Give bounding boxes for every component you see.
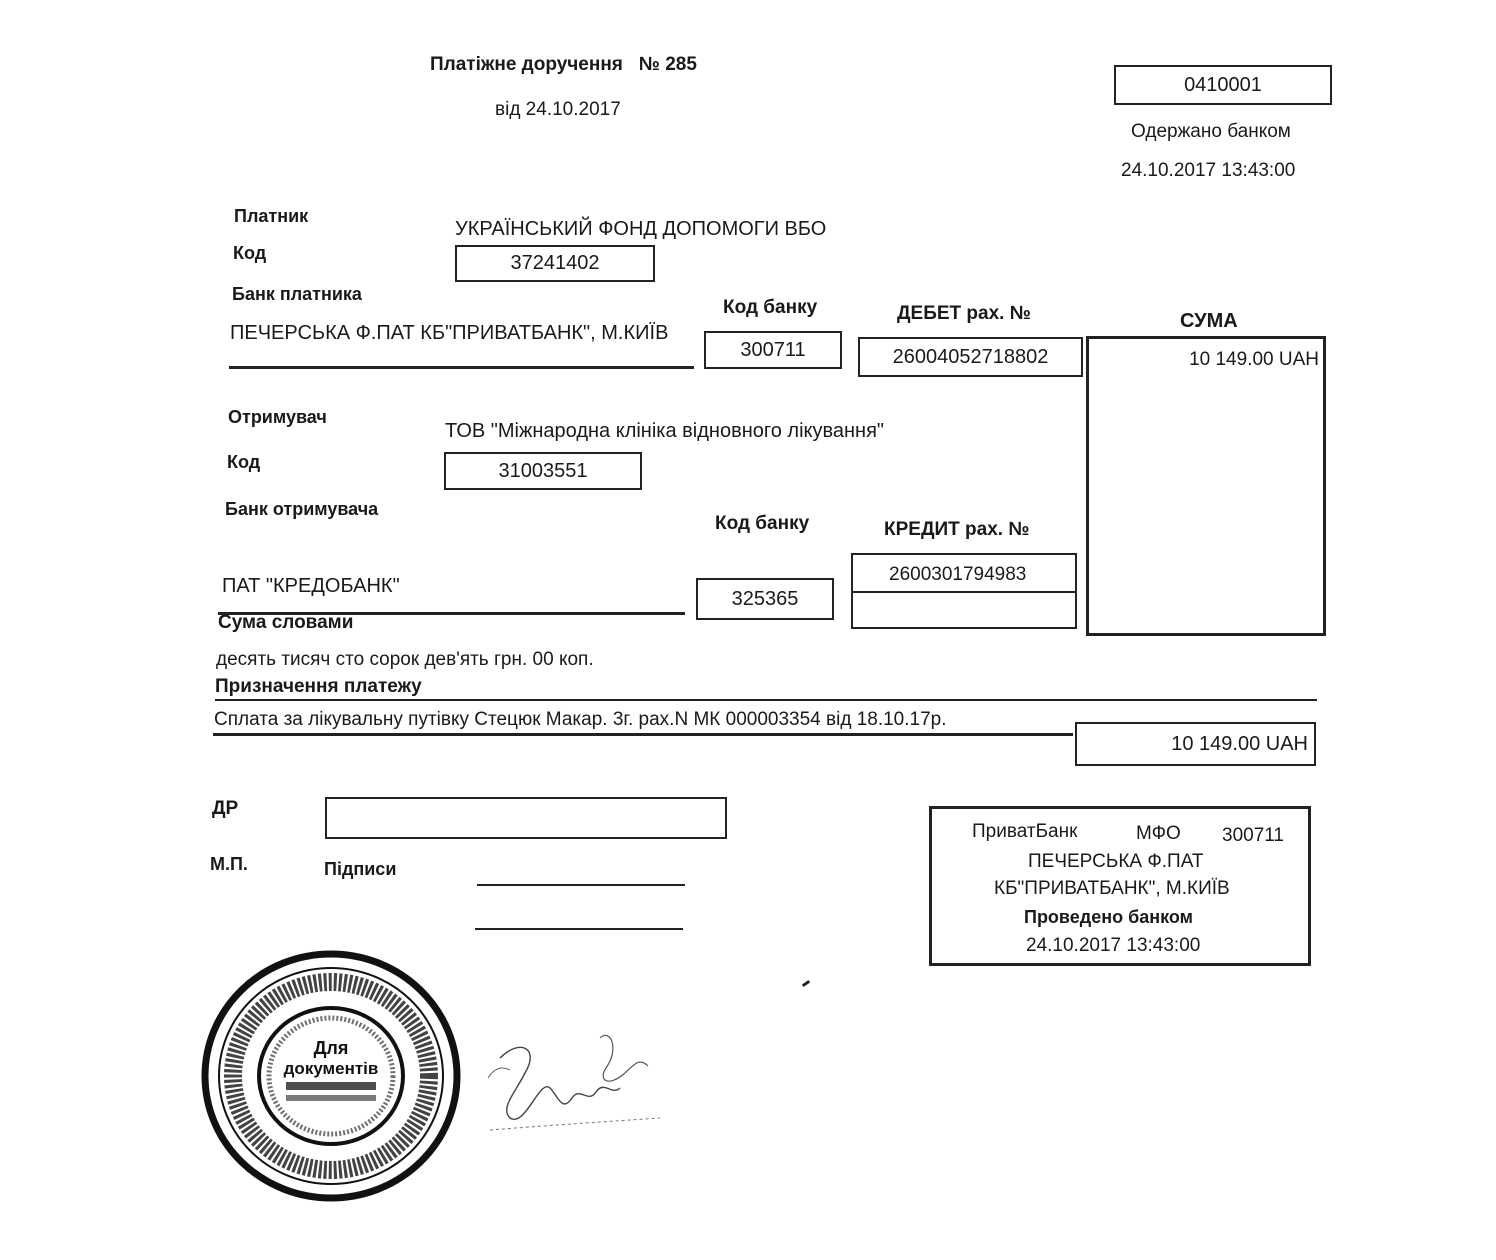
recipient-label: Отримувач xyxy=(228,407,327,427)
signature-line-2 xyxy=(475,928,683,930)
debit-label: ДЕБЕТ рах. № xyxy=(897,303,1031,324)
recipient-bank-code-label: Код банку xyxy=(715,513,810,534)
bank-processed-stamp xyxy=(929,806,1311,966)
dr-field xyxy=(325,797,727,839)
stamp-mfo: 300711 xyxy=(1222,825,1284,846)
credit-label: КРЕДИТ рах. № xyxy=(884,519,1030,540)
payer-label: Платник xyxy=(234,206,309,226)
sum-value: 10 149.00 UAH xyxy=(1189,349,1319,370)
total-sum-box: 10 149.00 UAH xyxy=(1075,722,1316,766)
purpose-top-line xyxy=(215,699,1317,701)
received-label: Одержано банком xyxy=(1131,121,1291,142)
signatures-label: Підписи xyxy=(324,859,397,879)
credit-account: 2600301794983 xyxy=(889,564,1027,585)
recipient-code-box: 31003551 xyxy=(444,452,642,490)
payer-bank-code-label: Код банку xyxy=(723,297,818,318)
dr-label: ДР xyxy=(212,798,239,819)
purpose-text: Сплата за лікувальну путівку Стецюк Макар. 3г. рах.N МК 000003354 від 18.10.17р. xyxy=(214,709,947,730)
seal-center-line-2: документів xyxy=(283,1059,379,1078)
recipient-bank-label: Банк отримувача xyxy=(225,499,379,519)
payer-bank-underline xyxy=(229,366,694,369)
document-title xyxy=(430,54,697,76)
sum-box xyxy=(1086,336,1326,636)
stray-mark xyxy=(802,980,810,987)
credit-account-box xyxy=(851,553,1077,629)
sum-label: СУМА xyxy=(1180,310,1238,332)
document-date: від 24.10.2017 xyxy=(495,99,621,120)
stamp-line-2: КБ"ПРИВАТБАНК", М.КИЇВ xyxy=(994,878,1230,899)
handwritten-signature xyxy=(480,1018,670,1148)
stamp-line-1: ПЕЧЕРСЬКА Ф.ПАТ xyxy=(1028,851,1204,872)
stamp-processed-datetime: 24.10.2017 13:43:00 xyxy=(1026,935,1201,956)
title-text: Платіжне доручення xyxy=(430,54,623,75)
seal-center-line-1: Для xyxy=(313,1038,349,1058)
payer-bank-name: ПЕЧЕРСЬКА Ф.ПАТ КБ"ПРИВАТБАНК", М.КИЇВ xyxy=(230,322,669,344)
purpose-bottom-line xyxy=(213,733,1073,736)
debit-account-box: 26004052718802 xyxy=(858,337,1083,377)
stamp-processed-label: Проведено банком xyxy=(1024,907,1193,927)
round-seal xyxy=(200,950,462,1202)
stamp-mfo-label: МФО xyxy=(1136,823,1181,844)
purpose-label: Призначення платежу xyxy=(215,676,422,697)
received-datetime: 24.10.2017 13:43:00 xyxy=(1121,160,1296,181)
recipient-bank-code-box: 325365 xyxy=(696,578,834,620)
payer-name: УКРАЇНСЬКИЙ ФОНД ДОПОМОГИ ВБО xyxy=(455,218,827,240)
signature-line-1 xyxy=(477,884,685,886)
credit-box-divider xyxy=(853,591,1075,593)
payer-bank-label: Банк платника xyxy=(232,284,362,304)
payer-code-box: 37241402 xyxy=(455,245,655,282)
mp-label: М.П. xyxy=(210,854,248,874)
form-code-box: 0410001 xyxy=(1114,65,1332,105)
sum-words-label: Сума словами xyxy=(218,612,354,633)
recipient-name: ТОВ "Міжнародна клініка відновного лікування" xyxy=(445,420,885,442)
recipient-code-label: Код xyxy=(227,452,261,472)
payer-bank-code-box: 300711 xyxy=(704,331,842,369)
payer-code-label: Код xyxy=(233,243,267,263)
recipient-bank-name: ПАТ "КРЕДОБАНК" xyxy=(222,575,400,597)
document-number: № 285 xyxy=(638,54,697,75)
sum-words: десять тисяч сто сорок дев'ять грн. 00 коп. xyxy=(216,649,594,670)
stamp-bank-name: ПриватБанк xyxy=(972,821,1078,842)
